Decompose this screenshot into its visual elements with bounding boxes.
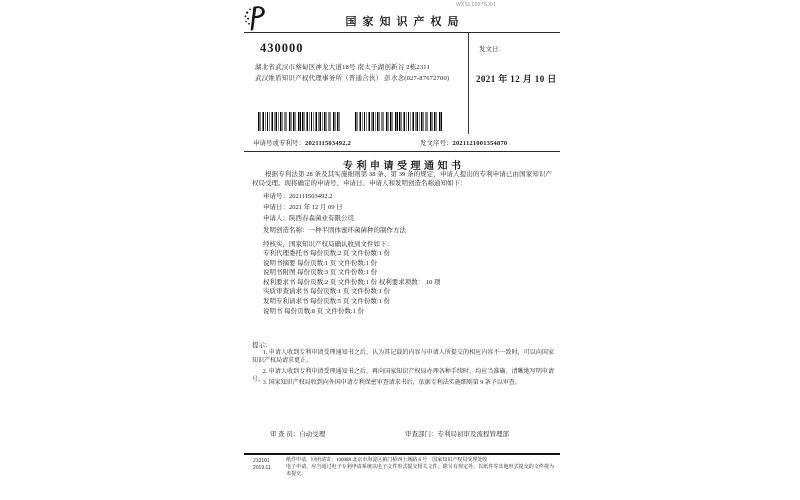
- dispatch-serial-label: 发文序号：: [420, 140, 453, 147]
- field-application-date: [263, 202, 406, 213]
- recipient-agency: 武汉维盾知识产权代理事务所（普通合伙） 彭水念(027-87672700): [255, 75, 450, 82]
- received-document-item: 说明书 每份页数:8 页 文件份数:1 份: [263, 307, 365, 315]
- recipient-address: 湖北省武汉市蔡甸区神龙大道18号 南太子湖创新谷 2栋2311: [255, 64, 430, 71]
- tip-item-1: 1. 申请人收到专利申请受理通知书之后，认为其记载的内容与申请人所提交的相应内容不一致时，可以向国家知识产权局请求更正。: [252, 350, 554, 364]
- field-application-number-value: 202111503492.2: [289, 193, 333, 200]
- application-number-label: 申请号或专利号：: [253, 140, 305, 147]
- field-application-number-label: 申请号：: [263, 193, 289, 200]
- tips-label: 提示：: [252, 342, 272, 349]
- examining-department-field: [405, 429, 509, 438]
- footer-divider: [244, 453, 560, 455]
- footer-efiling-note: 电子申请，应当通过电子专利申请系统以电子文件形式提交相关文件。除另有规定外，以纸件等其他形式提交的文件视为未提交。: [286, 465, 554, 477]
- tip-item-3: 3. 国家知识产权局收到向外国申请专利保密审查请求书后，依据专利法实施细则第 9 条予以审查。: [262, 379, 521, 386]
- field-applicant-label: 申请人：: [263, 215, 289, 223]
- field-invention-name-value: 一种半固体蜜环菌菌种的制作方法: [308, 226, 406, 234]
- field-application-date-label: 申请日：: [263, 204, 289, 212]
- notice-intro-paragraph: 根据专利法第 28 条及其实施细则第 38 条、第 39 条的规定，申请人提出的专利申请已由国家知识产权局受理。现将确定的申请号、申请日、申请人和发明创造名称通知如下：: [252, 171, 552, 187]
- footer-paper-filing-note: 纸件申请，回函请寄：100088 北京市海淀区蓟门桥西土城路 6 号 国家知识产权局受理处收: [286, 458, 488, 463]
- notice-title: 专利申请受理通知书: [343, 161, 465, 172]
- dispatch-cell-divider: [468, 32, 469, 134]
- received-documents-list: [263, 249, 441, 316]
- received-document-item: 实质审查请求书 每份页数:1 页 文件份数:1 份: [263, 288, 391, 296]
- field-invention-name-label: 发明创造名称：: [263, 226, 309, 234]
- examiner-value: 自动受理: [299, 431, 326, 438]
- received-document-item: 权利要求书 每份页数:2 页 文件份数:1 份 权利要求项数： 10 项: [263, 278, 441, 286]
- patent-acceptance-notice: [244, 0, 560, 500]
- barcode-serial: [355, 112, 443, 131]
- field-applicant: [263, 213, 406, 224]
- received-document-item: 发明专利请求书 每份页数:5 页 文件份数:1 份: [263, 297, 391, 305]
- received-document-item: 说明书摘要 每份页数:1 页 文件份数:1 份: [263, 259, 378, 267]
- reference-divider: [244, 151, 560, 152]
- received-document-item: 说明书附图 每份页数:3 页 文件份数:1 份: [263, 269, 378, 277]
- dispatch-serial-value: 2021121001354870: [452, 140, 508, 147]
- field-application-date-value: 2021 年 12 月 09 日: [289, 204, 343, 212]
- barcode-application: [258, 112, 341, 131]
- corner-document-code: WXSL1207SJ01: [456, 2, 497, 8]
- application-number-row: [253, 138, 351, 147]
- received-document-item: 专利代理委托书 每份页数:2 页 文件份数:1 份: [263, 250, 391, 257]
- form-code: 210101: [253, 458, 270, 464]
- field-application-number: [263, 191, 406, 202]
- dispatch-date-label: 发文日：: [479, 46, 505, 53]
- postal-code: 430000: [260, 41, 304, 55]
- form-version: 2019.11: [253, 465, 271, 471]
- application-number-value: 202111503492.2: [305, 140, 351, 147]
- examiner-field: [270, 429, 325, 438]
- agency-title: 国家知识产权局: [345, 16, 465, 28]
- dispatch-date-value: 2021 年 12 月 10 日: [476, 74, 557, 84]
- field-invention-name: [263, 225, 406, 236]
- examiner-label: 审 查 员：: [270, 431, 300, 438]
- header-divider: [244, 32, 560, 33]
- field-applicant-value: 陕西春森菌业有限公司: [289, 215, 354, 223]
- dispatch-serial-row: [420, 138, 507, 147]
- examining-department-label: 审查部门：: [405, 431, 438, 438]
- examining-department-value: 专利局初审及流程管理部: [437, 431, 509, 438]
- application-fields: [263, 191, 406, 236]
- received-documents-heading: 经核实，国家知识产权局确认收到文件如下：: [263, 241, 393, 248]
- tip-item-2: 2. 申请人收到专利申请受理通知书之后，再向国家知识产权局办理各种手续时，均应当准确、清晰地写明申请号。: [252, 369, 554, 383]
